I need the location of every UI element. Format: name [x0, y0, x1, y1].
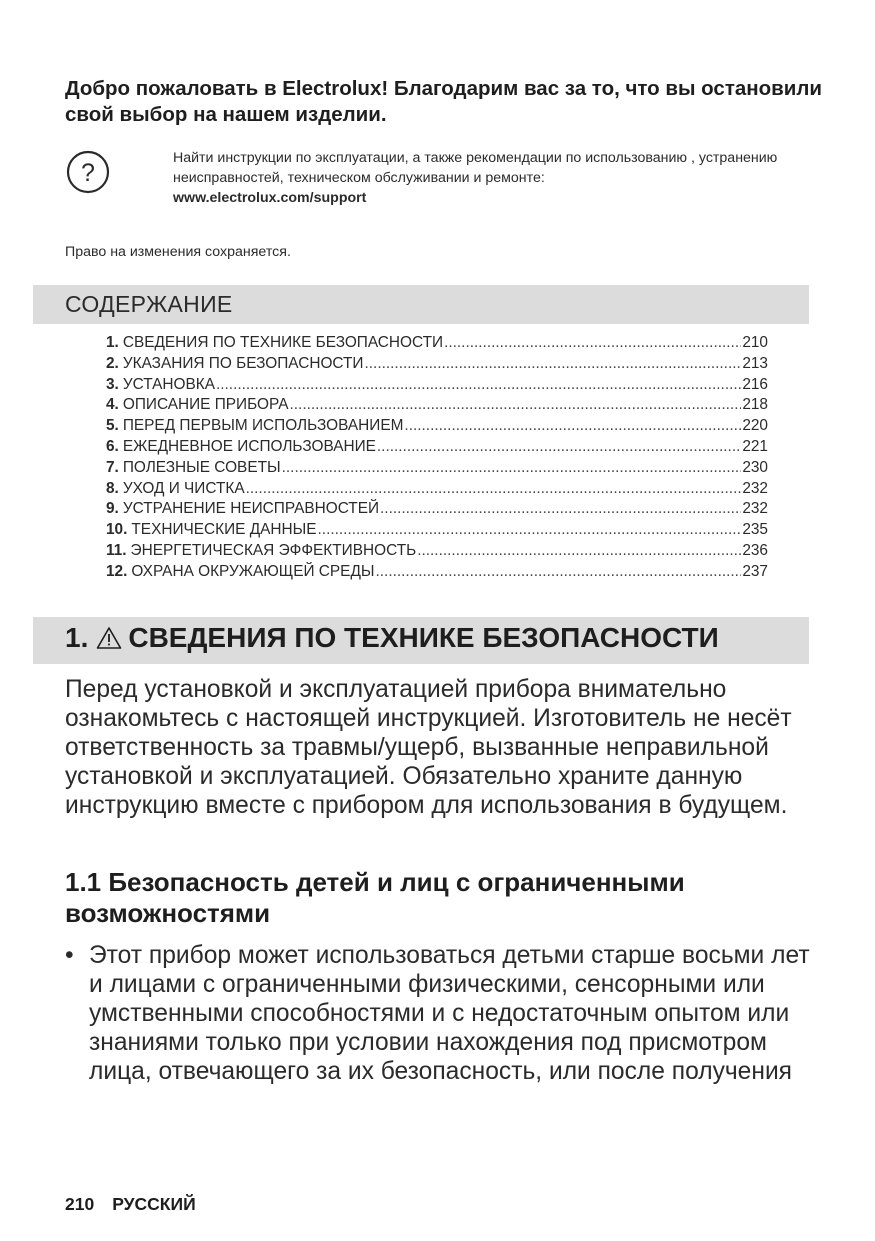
safety-intro-paragraph: Перед установкой и эксплуатацией прибора внимательно ознакомьтесь с настоящей инструкцией. Изготовитель не несёт ответственность за травмы/ущерб, вызванные неправильной установкой и эксплуатацией. Обязательно храните данную инструкцию вместе с прибором для использования в будущем.: [65, 676, 792, 819]
toc-heading: СОДЕРЖАНИЕ: [65, 291, 233, 317]
page-footer: [65, 1194, 196, 1215]
toc-item-number: 10.: [106, 521, 128, 539]
toc-item-title: ПЕРЕД ПЕРВЫМ ИСПОЛЬЗОВАНИЕМ: [122, 417, 404, 435]
support-url[interactable]: www.electrolux.com/support: [173, 190, 367, 206]
toc-item-number: 2.: [106, 354, 119, 372]
toc-item-title: СВЕДЕНИЯ ПО ТЕХНИКЕ БЕЗОПАСНОСТИ: [122, 334, 444, 351]
toc-item-number: 6.: [106, 437, 119, 455]
toc-item-page: 232: [742, 479, 768, 497]
toc-item[interactable]: [106, 499, 768, 520]
rights-notice: Право на изменения сохраняется.: [65, 244, 291, 260]
list-item: [65, 941, 810, 1086]
footer-language: РУССКИЙ: [112, 1194, 196, 1214]
toc-item-number: 9.: [106, 500, 119, 518]
toc-item-page: 236: [742, 541, 768, 559]
toc-item[interactable]: [106, 458, 768, 479]
bullet-text: Этот прибор может использоваться детьми старше восьми лет и лицами с ограниченными физическими, сенсорными или умственными способностями и с недостаточным опытом или знаниями только при условии нахождения под присмотром лица, отвечающего за их безопасность, или после получения: [89, 942, 810, 1085]
toc-leader-dots: [365, 354, 742, 375]
toc-item-title: ТЕХНИЧЕСКИЕ ДАННЫЕ: [131, 521, 317, 539]
toc-item-title: ЕЖЕДНЕВНОЕ ИСПОЛЬЗОВАНИЕ: [122, 437, 376, 455]
toc-item-title: УСТАНОВКА: [122, 375, 215, 393]
toc-item-number: 1.: [106, 334, 119, 351]
toc-item-number: 12.: [106, 562, 128, 580]
toc-leader-dots: [377, 437, 741, 458]
toc-item-number: 7.: [106, 458, 119, 476]
toc-item[interactable]: [106, 375, 768, 396]
section-title: СВЕДЕНИЯ ПО ТЕХНИКЕ БЕЗОПАСНОСТИ: [128, 622, 719, 653]
toc-leader-dots: [404, 416, 741, 437]
toc-leader-dots: [246, 479, 742, 500]
toc-item-page: 218: [742, 396, 768, 414]
toc-item-title: ОПИСАНИЕ ПРИБОРА: [122, 396, 289, 414]
toc-item-page: 232: [742, 500, 768, 518]
toc-leader-dots: [444, 333, 741, 354]
support-info: [173, 148, 823, 208]
toc-item-number: 8.: [106, 479, 119, 497]
welcome-message: Добро пожаловать в Electrolux! Благодарим вас за то, что вы остановили свой выбор на нашем изделии.: [65, 77, 823, 126]
toc-item[interactable]: [106, 416, 768, 437]
section-heading: [65, 622, 719, 654]
toc-leader-dots: [417, 541, 741, 562]
toc-leader-dots: [290, 395, 742, 416]
toc-item-number: 3.: [106, 375, 119, 393]
section-number: 1.: [65, 622, 89, 653]
toc-item-title: ПОЛЕЗНЫЕ СОВЕТЫ: [122, 458, 281, 476]
toc-item-page: 216: [742, 375, 768, 393]
toc-item-page: 235: [742, 521, 768, 539]
subsection-heading: 1.1 Безопасность детей и лиц с ограниченными возможностями: [65, 867, 685, 928]
toc-item-number: 5.: [106, 417, 119, 435]
toc-item[interactable]: [106, 562, 768, 583]
toc-item[interactable]: [106, 395, 768, 416]
toc-item[interactable]: [106, 541, 768, 562]
toc-item-title: УКАЗАНИЯ ПО БЕЗОПАСНОСТИ: [122, 354, 364, 372]
toc-item-page: 221: [742, 437, 768, 455]
toc-item[interactable]: [106, 520, 768, 541]
bullet-marker: •: [65, 942, 74, 969]
warning-triangle-icon: [96, 626, 122, 650]
toc-item[interactable]: [106, 437, 768, 458]
toc-leader-dots: [216, 375, 741, 396]
toc-leader-dots: [376, 562, 742, 583]
toc-item-page: 210: [742, 334, 768, 351]
svg-text:?: ?: [81, 159, 95, 187]
toc-item-page: 213: [742, 354, 768, 372]
toc-item-number: 4.: [106, 396, 119, 414]
toc-item[interactable]: [106, 333, 768, 354]
toc-item-title: ОХРАНА ОКРУЖАЮЩЕЙ СРЕДЫ: [131, 562, 375, 580]
toc-item[interactable]: [106, 354, 768, 375]
toc-item-title: УСТРАНЕНИЕ НЕИСПРАВНОСТЕЙ: [122, 500, 380, 518]
support-text: Найти инструкции по эксплуатации, а также рекомендации по использованию , устранению неисправностей, техническом обслуживании и ремонте:: [173, 150, 778, 186]
toc-item[interactable]: [106, 479, 768, 500]
toc-item-title: ЭНЕРГЕТИЧЕСКАЯ ЭФФЕКТИВНОСТЬ: [130, 541, 417, 559]
toc-leader-dots: [282, 458, 742, 479]
page-number: 210: [65, 1194, 95, 1214]
toc-item-page: 220: [742, 417, 768, 435]
toc-item-page: 237: [742, 562, 768, 580]
toc-leader-dots: [380, 499, 741, 520]
toc-item-page: 230: [742, 458, 768, 476]
toc-item-number: 11.: [106, 541, 127, 559]
table-of-contents: [106, 333, 768, 583]
question-circle-icon: [66, 150, 110, 194]
toc-item-title: УХОД И ЧИСТКА: [122, 479, 245, 497]
toc-leader-dots: [318, 520, 742, 541]
